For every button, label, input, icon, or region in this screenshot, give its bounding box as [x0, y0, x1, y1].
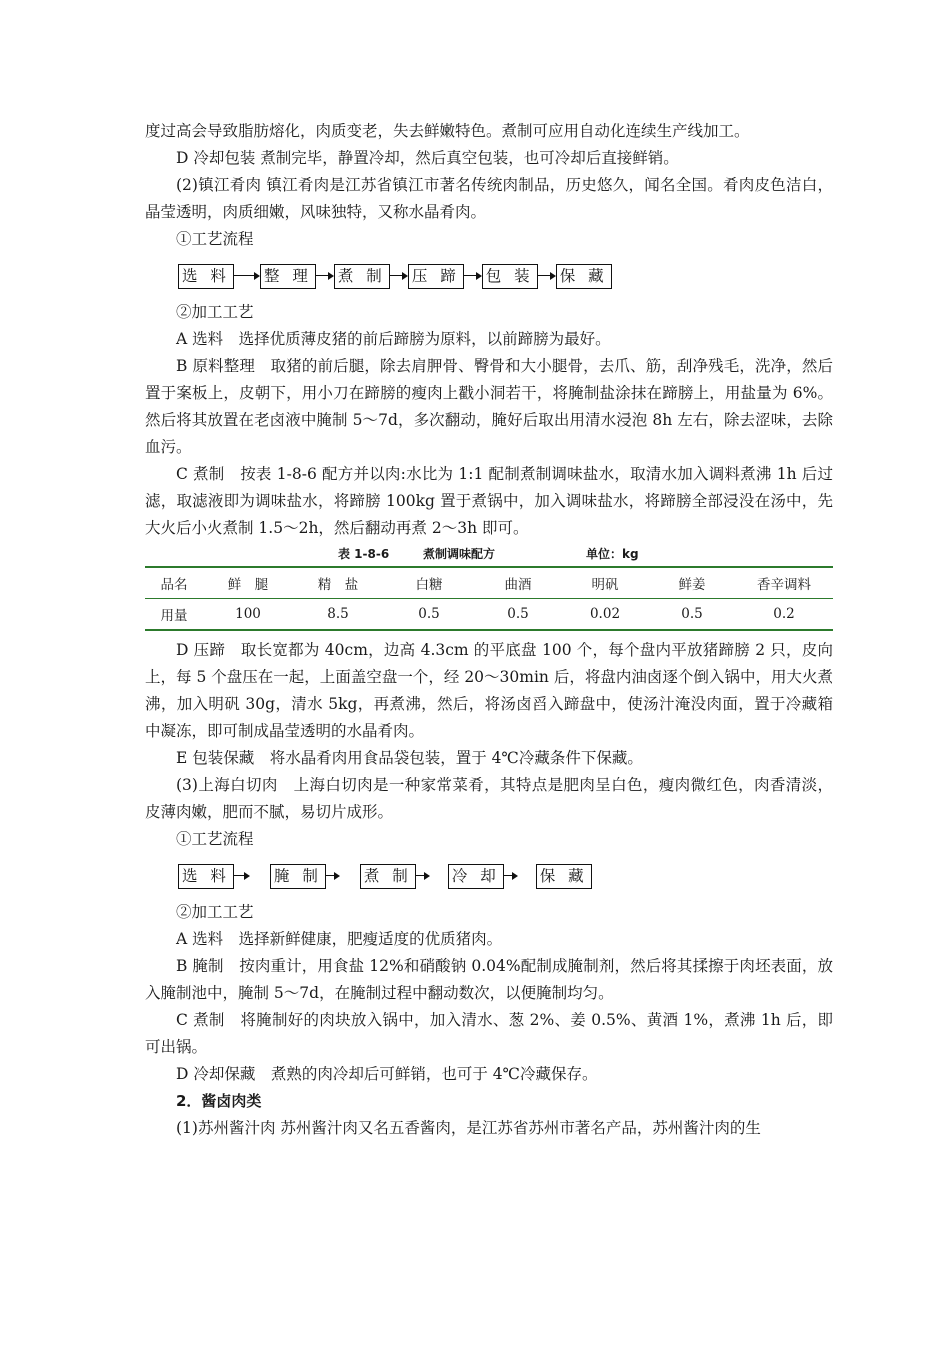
paragraph: C 煮制 将腌制好的肉块放入锅中，加入清水、葱 2%、姜 0.5%、黄酒 1%，煮沸 1h 后，即可出锅。	[145, 1011, 833, 1056]
arrow-right-icon	[464, 271, 482, 281]
paragraph: (3)上海白切肉 上海白切肉是一种家常菜肴，其特点是肥肉呈白色，瘦肉微红色，肉香清淡，皮薄肉嫩，肥而不腻，易切片成形。	[145, 776, 833, 821]
paragraph: B 腌制 按肉重计，用食盐 12%和硝酸钠 0.04%配制成腌制剂，然后将其揉擦于肉坯表面，放入腌制池中，腌制 5～7d，在腌制过程中翻动数次，以便腌制均匀。	[145, 957, 833, 1002]
table-caption	[145, 542, 833, 566]
paragraph: D 冷却包装 煮制完毕，静置冷却，然后真空包装，也可冷却后直接鲜销。	[176, 149, 679, 167]
table-header-cell: 曲酒	[475, 567, 561, 599]
paragraph: (2)镇江肴肉 镇江肴肉是江苏省镇江市著名传统肉制品，历史悠久，闻名全国。肴肉皮色洁白，晶莹透明，肉质细嫩，风味独特，又称水晶肴肉。	[145, 176, 833, 221]
document-page	[145, 118, 833, 1142]
subheading-process-flow: ①工艺流程	[176, 230, 254, 248]
paragraph: C 煮制 按表 1-8-6 配方并以肉:水比为 1:1 配制煮制调味盐水，取清水加入调料煮沸 1h 后过滤，取滤液即为调味盐水，将蹄膀 100kg 置于煮锅中，加入调味盐水，将蹄膀全部浸没在汤中，先大火后小火煮制 1.5～2h，然后翻动再煮 2～3h 即可。	[145, 465, 833, 537]
arrow-right-icon	[316, 271, 334, 281]
subheading-process-flow: ①工艺流程	[176, 830, 254, 848]
table-cell: 0.5	[649, 599, 735, 631]
table-header-cell: 香辛调料	[735, 567, 833, 599]
arrow-right-icon	[234, 271, 260, 281]
paragraph: D 压蹄 取长宽都为 40cm，边高 4.3cm 的平底盘 100 个，每个盘内平放猪蹄膀 2 只，皮向上，每 5 个盘压在一起，上面盖空盘一个，经 20～30min 后，将盘内油卤逐个倒入锅中，用大火煮沸，加入明矾 30g，清水 5kg，再煮沸，然后，将汤卤舀入蹄盘中，使汤汁淹没肉面，置于冷藏箱中凝冻，即可制成晶莹透明的水晶肴肉。	[145, 641, 833, 740]
table-header-cell: 鲜 腿	[203, 567, 293, 599]
paragraph: A 选料 选择新鲜健康，肥瘦适度的优质猪肉。	[176, 930, 503, 948]
table-cell: 0.5	[475, 599, 561, 631]
paragraph: B 原料整理 取猪的前后腿，除去肩胛骨、臀骨和大小腿骨，去爪、筋，刮净残毛，洗净，然后置于案板上，皮朝下，用小刀在蹄膀的瘦肉上戳小洞若干，将腌制盐涂抹在蹄膀上，用盐量为 6%。然后将其放置在老卤液中腌制 5～7d，多次翻动，腌好后取出用清水浸泡 8h 左右，除去涩味，去除血污。	[145, 357, 833, 456]
table-unit: 单位：kg	[586, 547, 639, 561]
table-cell: 0.02	[561, 599, 649, 631]
paragraph: D 冷却保藏 煮熟的肉冷却后可鲜销，也可于 4℃冷藏保存。	[176, 1065, 598, 1083]
table-header-cell: 白糖	[383, 567, 475, 599]
table-cell: 0.5	[383, 599, 475, 631]
table-header-cell: 明矾	[561, 567, 649, 599]
table-row	[145, 599, 833, 631]
table-cell: 100	[203, 599, 293, 631]
section-heading: 2．酱卤肉类	[176, 1092, 262, 1110]
arrow-right-icon	[538, 271, 556, 281]
table-cell: 8.5	[293, 599, 383, 631]
table-header-cell: 精 盐	[293, 567, 383, 599]
flow-step: 整 理	[260, 264, 316, 289]
flow-step: 煮 制	[360, 864, 416, 889]
flow-step: 煮 制	[334, 264, 390, 289]
table-number: 表 1-8-6	[338, 547, 390, 561]
arrow-right-icon	[390, 271, 408, 281]
process-flow-diagram-1	[178, 263, 833, 289]
table-title: 煮制调味配方	[423, 547, 496, 561]
flow-step: 冷 却	[448, 864, 504, 889]
table-header-row	[145, 567, 833, 599]
flow-step: 包 装	[482, 264, 538, 289]
arrow-right-icon	[234, 871, 250, 881]
paragraph: A 选料 选择优质薄皮猪的前后蹄膀为原料，以前蹄膀为最好。	[176, 330, 611, 348]
table-cell: 0.2	[735, 599, 833, 631]
arrow-right-icon	[504, 871, 518, 881]
flow-step: 腌 制	[270, 864, 326, 889]
flow-step: 选 料	[178, 864, 234, 889]
flow-step: 压 蹄	[408, 264, 464, 289]
flow-step: 选 料	[178, 264, 234, 289]
table-header-cell: 品名	[145, 567, 203, 599]
subheading-processing: ②加工工艺	[176, 303, 254, 321]
paragraph: E 包装保藏 将水晶肴肉用食品袋包装，置于 4℃冷藏条件下保藏。	[176, 749, 643, 767]
subheading-processing: ②加工工艺	[176, 903, 254, 921]
process-flow-diagram-2	[178, 863, 833, 889]
table-cell: 用量	[145, 599, 203, 631]
recipe-table	[145, 566, 833, 631]
flow-step: 保 藏	[536, 864, 592, 889]
table-header-cell: 鲜姜	[649, 567, 735, 599]
arrow-right-icon	[416, 871, 430, 881]
flow-step: 保 藏	[556, 264, 612, 289]
arrow-right-icon	[326, 871, 340, 881]
paragraph: 度过高会导致脂肪熔化，肉质变老，失去鲜嫩特色。煮制可应用自动化连续生产线加工。	[145, 122, 750, 140]
paragraph: (1)苏州酱汁肉 苏州酱汁肉又名五香酱肉，是江苏省苏州市著名产品，苏州酱汁肉的生	[176, 1119, 761, 1137]
